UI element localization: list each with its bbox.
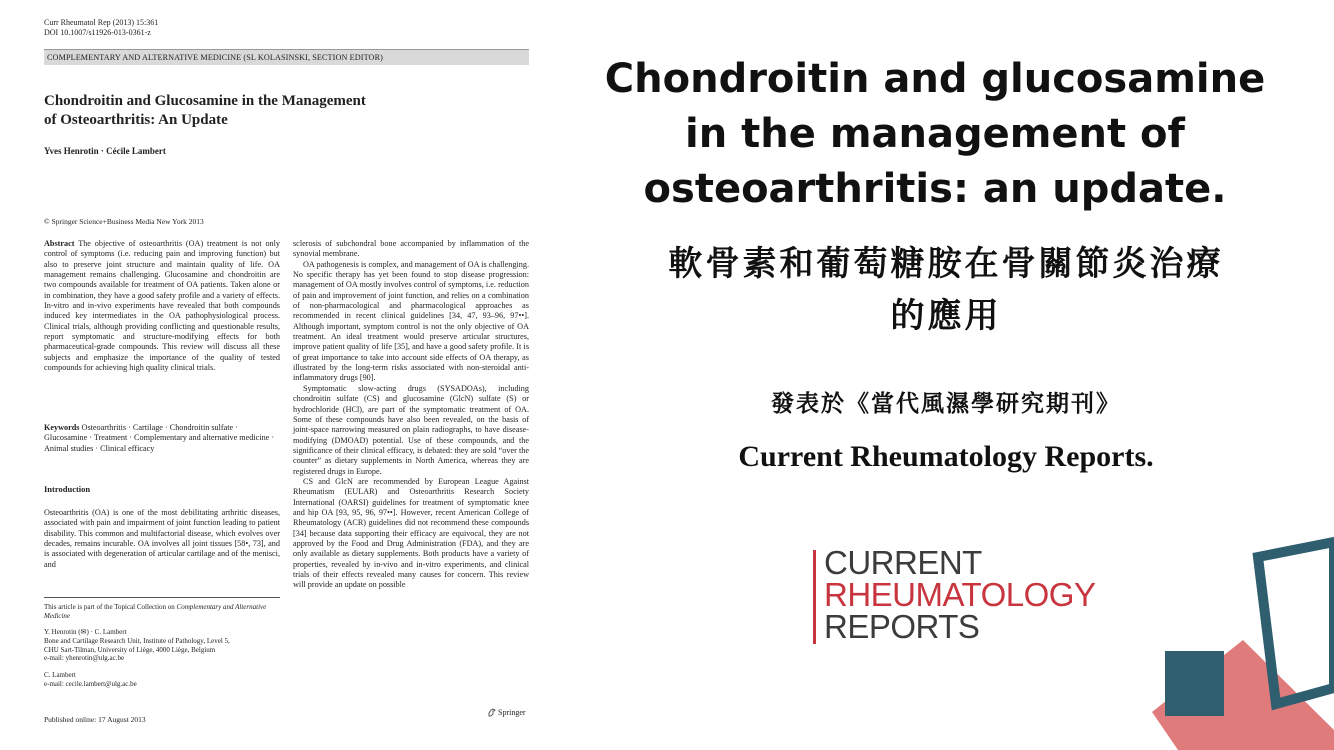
paper-page <box>0 0 570 750</box>
body-paragraph: Symptomatic slow-acting drugs (SYSADOAs), including chondroitin sulfate (CS) and glucosamine (GlcN) sulfate (S) or hydrochloride (HCl), are part of the symptomatic treatment of OA. Some of these compounds have also been revealed, on the basis of joint-space narrowing measured on plain radiographs, to have disease-modifying (DMOAD) potential. Use of these compounds, and the significance of their clinical efficacy, is debated: they are sold “over the counter” as dietary supplements in North America, whereas they are registered drugs in Europe. <box>293 383 529 476</box>
logo-line-current: CURRENT <box>824 544 982 581</box>
affiliation-names: Y. Henrotin (✉) · C. Lambert <box>44 628 127 636</box>
journal-reference <box>44 18 158 38</box>
deco-pink-shape <box>1152 640 1334 750</box>
body-paragraph: OA pathogenesis is complex, and management of OA is challenging. No specific therapy has yet been found to stop disease progression: management of OA mostly involves control of symptoms, i.e. reduction of pain and improvement of joint function, and relies on a combination of non-pharmacological and pharmacological approaches as recommended in recent clinical guidelines [34, 47, 93–96, 97••]. Although important, symptom control is not the only objective of OA treatment. An ideal treatment would preserve articular structures, improve patient quality of life [35], and have a good safety profile. It is of great importance to take into account side effects of OA therapy, as illustrated by the long-term risks associated with non-steroidal anti-inflammatory drugs [90]. <box>293 259 529 383</box>
abstract-text: The objective of osteoarthritis (OA) treatment is not only control of symptoms (i.e. reducing pain and improving function) but also to preserve joint structure and maintain quality of life. OA management remains challenging. Glucosamine and chondroitin are two compounds available for treatment of OA patients. Taken alone or in combination, they have a good safety profile and a variety of effects. In-vitro and in-vivo experiments have revealed that both compounds induced key intermediates in the OA pathophysiological process. Clinical trials, although providing conflicting and questionable results, report symptomatic and structure-modifying effects for both pharmaceutical-grade compounds. This review will discuss all these subjects and emphasize the importance of the quality of tested compounds for achieving high quality clinical trials. <box>44 239 280 373</box>
slide-title-line: Chondroitin and glucosamine <box>604 56 1266 102</box>
paper-authors: Yves Henrotin · Cécile Lambert <box>44 146 166 156</box>
slide-title-english <box>585 52 1285 217</box>
paper-title-line: Chondroitin and Glucosamine in the Management <box>44 93 366 109</box>
logo-line-rheumatology: RHEUMATOLOGY <box>824 576 1096 613</box>
springer-horse-icon <box>488 708 496 717</box>
keywords-label: Keywords <box>44 423 80 432</box>
affiliation <box>44 628 280 663</box>
slide-title-line: in the management of <box>685 111 1185 157</box>
published-date: Published online: 17 August 2013 <box>44 715 146 724</box>
abstract-label: Abstract <box>44 239 75 248</box>
footnote-prefix: This article is part of the Topical Collection on <box>44 603 177 611</box>
logo-red-bar <box>813 550 816 644</box>
paper-title-line: of Osteoarthritis: An Update <box>44 112 228 128</box>
paper-title <box>44 92 464 130</box>
abstract <box>44 239 280 373</box>
coauthor-name: C. Lambert <box>44 671 76 679</box>
footnote-divider <box>44 597 280 598</box>
coauthor-email: e-mail: cecile.lambert@ulg.ac.be <box>44 679 137 688</box>
body-paragraph: CS and GlcN are recommended by European League Against Rheumatism (EULAR) and Osteoarthritis Research Society International (OARSI) guidelines for treatment of symptomatic knee and hip OA [93, 95, 96, 97••]. However, recent American College of Rheumatology (ACR) guidelines did not recommend these compounds [34] because data supporting their efficacy are equivocal, they are not approved by the Food and Drug Administration (FDA), and they are only available as dietary supplements. Both products have a variety of properties, revealed by in-vivo and in-vitro experiments, and clinical trials of their effects revealed many causes for concern. This review will provide an update on possible <box>293 476 529 590</box>
footnote-topic: Complementary and Alternative Medicine <box>44 603 267 620</box>
deco-teal-square <box>1165 651 1224 716</box>
body-paragraph: sclerosis of subchondral bone accompanied by inflammation of the synovial membrane. <box>293 239 529 259</box>
publisher-mark <box>488 708 526 717</box>
journal-logo <box>813 544 1096 646</box>
journal-citation: Curr Rheumatol Rep (2013) 15:361 <box>44 18 159 27</box>
deco-teal-frame <box>1258 542 1334 704</box>
intro-text: Osteoarthritis (OA) is one of the most debilitating arthritic diseases, associated with pain and impairment of joint function leading to patient disability. This common and multifactorial disease, which evolves over decades, remains incurable. OA involves all joint tissues [58•, 73], and is associated with degeneration of articular cartilage and of the menisci, and <box>44 508 280 569</box>
slide-title-line: osteoarthritis: an update. <box>643 166 1227 212</box>
topical-collection-note <box>44 603 280 621</box>
doi: DOI 10.1007/s11926-013-0361-z <box>44 28 151 37</box>
affiliation-address: Bone and Cartilage Research Unit, Institute of Pathology, Level 5, <box>44 636 230 645</box>
slide-title-zh-line: 的應用 <box>890 296 1002 336</box>
published-in-chinese: 發表於《當代風濕學研究期刊》 <box>771 390 1121 417</box>
body-right-column <box>293 239 529 591</box>
keywords <box>44 423 280 454</box>
affiliation-email: e-mail: yhenrotin@ulg.ac.be <box>44 654 125 663</box>
coauthor-contact <box>44 671 280 689</box>
slide-title-zh-line: 軟骨素和葡萄糖胺在骨關節炎治療 <box>668 244 1224 284</box>
intro-heading: Introduction <box>44 484 91 494</box>
affiliation-address: CHU Sart-Tilman, University of Liège, 4000 Liège, Belgium <box>44 645 216 654</box>
slide-title-chinese <box>596 238 1296 342</box>
logo-line-reports: REPORTS <box>824 608 980 645</box>
publisher-name: Springer <box>498 708 526 717</box>
copyright: © Springer Science+Business Media New York 2013 <box>44 217 204 226</box>
keywords-text: Osteoarthritis · Cartilage · Chondroitin sulfate · Glucosamine · Treatment · Complementary and alternative medicine · Animal studies · Clinical efficacy <box>44 423 275 453</box>
journal-name-english: Current Rheumatology Reports. <box>738 440 1154 473</box>
section-banner: COMPLEMENTARY AND ALTERNATIVE MEDICINE (SL KOLASINSKI, SECTION EDITOR) <box>44 49 529 65</box>
